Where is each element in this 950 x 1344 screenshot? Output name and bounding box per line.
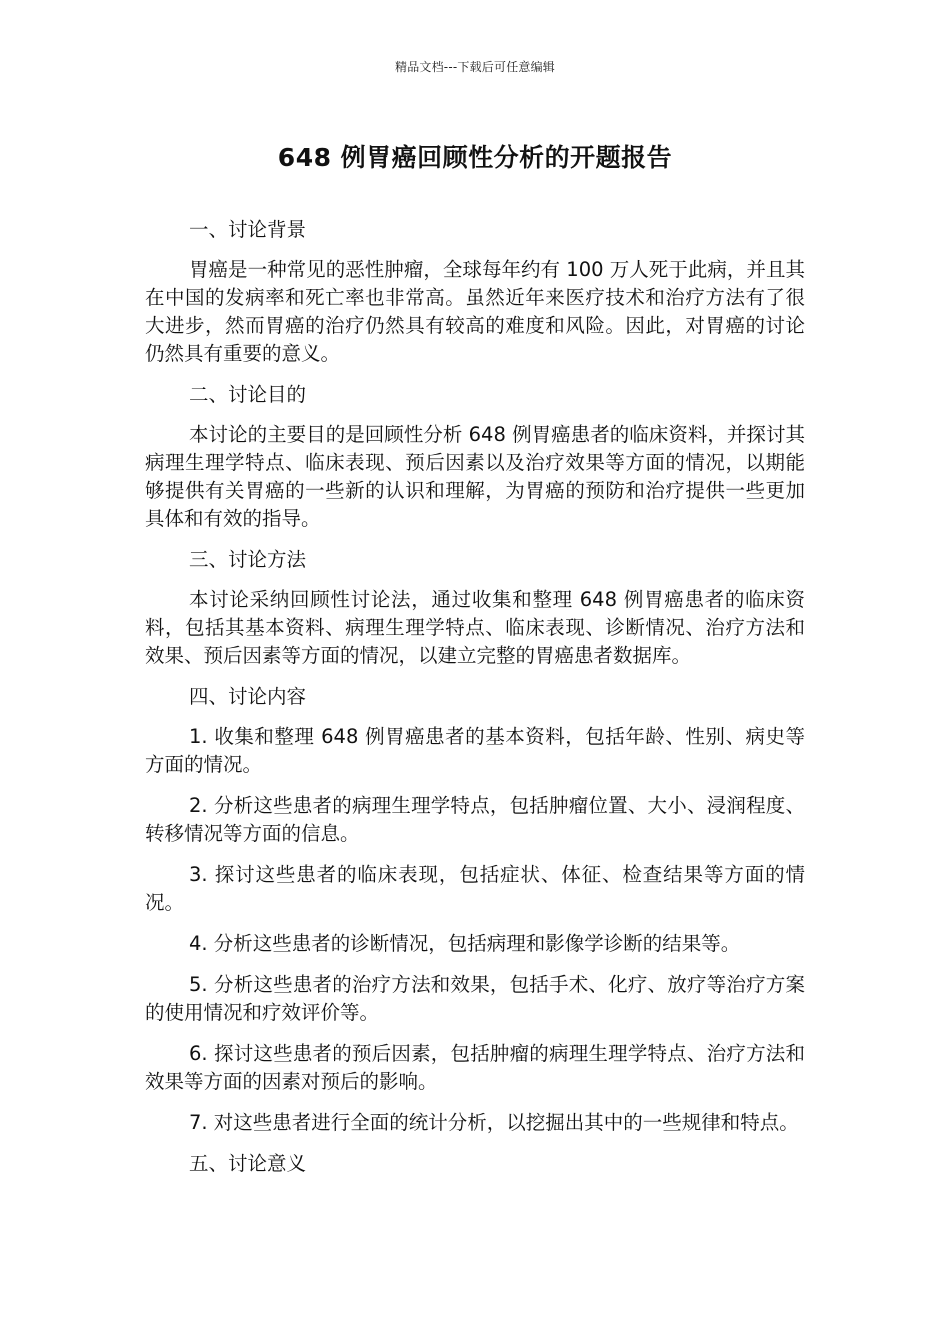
list-item: 2. 分析这些患者的病理生理学特点，包括肿瘤位置、大小、浸润程度、转移情况等方面的信息。 (145, 794, 805, 845)
list-item: 3. 探讨这些患者的临床表现，包括症状、体征、检查结果等方面的情况。 (145, 863, 805, 914)
section-heading-significance: 五、讨论意义 (189, 1152, 307, 1175)
section-heading-purpose: 二、讨论目的 (189, 383, 307, 406)
list-item: 1. 收集和整理 648 例胃癌患者的基本资料，包括年龄、性别、病史等方面的情况。 (145, 725, 805, 776)
section-heading-background: 一、讨论背景 (189, 218, 307, 241)
list-item: 4. 分析这些患者的诊断情况，包括病理和影像学诊断的结果等。 (189, 932, 741, 955)
list-item: 7. 对这些患者进行全面的统计分析，以挖掘出其中的一些规律和特点。 (189, 1111, 799, 1134)
document-title: 648 例胃癌回顾性分析的开题报告 (277, 143, 673, 172)
section-heading-method: 三、讨论方法 (189, 548, 307, 571)
list-item: 5. 分析这些患者的治疗方法和效果，包括手术、化疗、放疗等治疗方案的使用情况和疗效评价等。 (145, 973, 805, 1024)
header-note: 精品文档---下载后可任意编辑 (395, 60, 555, 74)
paragraph-method: 本讨论采纳回顾性讨论法，通过收集和整理 648 例胃癌患者的临床资料，包括其基本资料、病理生理学特点、临床表现、诊断情况、治疗方法和效果、预后因素等方面的情况，以建立完整的胃癌患者数据库。 (145, 588, 805, 667)
document-body (145, 216, 805, 1190)
list-item: 6. 探讨这些患者的预后因素，包括肿瘤的病理生理学特点、治疗方法和效果等方面的因素对预后的影响。 (145, 1042, 805, 1093)
paragraph-purpose: 本讨论的主要目的是回顾性分析 648 例胃癌患者的临床资料，并探讨其病理生理学特点、临床表现、预后因素以及治疗效果等方面的情况，以期能够提供有关胃癌的一些新的认识和理解，为胃癌的预防和治疗提供一些更加具体和有效的指导。 (145, 423, 805, 530)
paragraph-background: 胃癌是一种常见的恶性肿瘤，全球每年约有 100 万人死于此病，并且其在中国的发病率和死亡率也非常高。虽然近年来医疗技术和治疗方法有了很大进步，然而胃癌的治疗仍然具有较高的难度和风险。因此，对胃癌的讨论仍然具有重要的意义。 (145, 258, 805, 365)
section-heading-content: 四、讨论内容 (189, 685, 307, 708)
